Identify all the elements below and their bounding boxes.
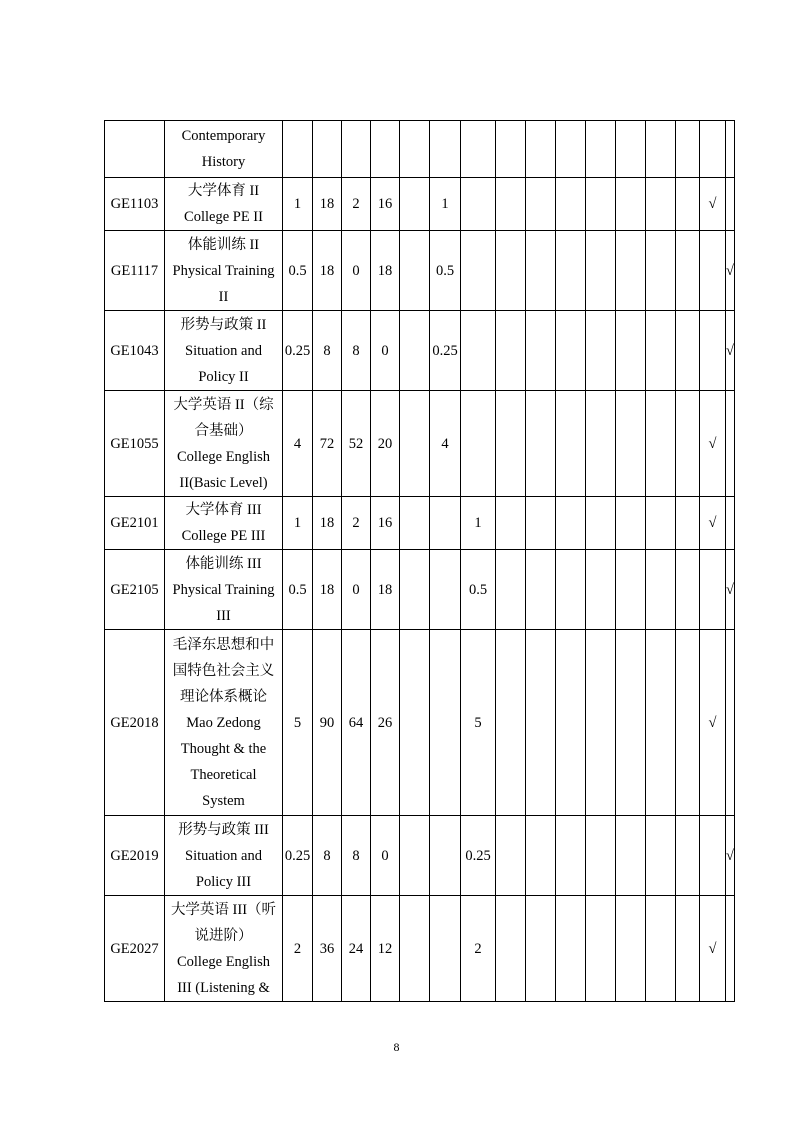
table-cell [461, 178, 496, 231]
table-cell: 8 [342, 311, 371, 391]
table-cell: 2 [342, 497, 371, 550]
table-cell: √ [726, 550, 735, 630]
table-cell: 26 [371, 630, 400, 816]
table-cell [726, 178, 735, 231]
table-cell [461, 391, 496, 497]
table-cell: 18 [313, 178, 342, 231]
course-name-cell [165, 311, 283, 391]
table-cell: 8 [342, 816, 371, 896]
table-cell [461, 121, 496, 178]
table-cell: 18 [371, 231, 400, 311]
course-name-line: 大学体育 III [185, 502, 262, 518]
table-cell [556, 391, 586, 497]
table-cell [526, 121, 556, 178]
table-cell [646, 121, 676, 178]
course-name-line: Policy III [195, 873, 252, 890]
table-cell: 1 [283, 178, 313, 231]
table-cell [616, 391, 646, 497]
table-row [105, 550, 735, 630]
table-cell [700, 311, 726, 391]
course-name-cell [165, 816, 283, 896]
course-code-cell: GE1117 [105, 231, 165, 311]
table-cell [526, 311, 556, 391]
table-cell: √ [726, 311, 735, 391]
table-cell: 2 [283, 896, 313, 1002]
table-cell [586, 178, 616, 231]
table-cell [586, 311, 616, 391]
table-cell [616, 121, 646, 178]
course-name-line: Situation and [185, 342, 262, 359]
table-cell [342, 121, 371, 178]
table-cell [496, 896, 526, 1002]
table-cell: 18 [313, 550, 342, 630]
table-cell: 72 [313, 391, 342, 497]
table-cell [556, 550, 586, 630]
table-cell [400, 550, 430, 630]
course-name-cell [165, 896, 283, 1002]
table-cell: 8 [313, 311, 342, 391]
table-cell: 0.25 [283, 816, 313, 896]
table-cell [400, 121, 430, 178]
table-cell [430, 630, 461, 816]
course-name-line: 形势与政策 III [178, 821, 269, 838]
course-code-cell: GE2027 [105, 896, 165, 1002]
table-body [105, 121, 735, 1002]
table-cell [526, 231, 556, 311]
course-table [104, 120, 735, 1002]
table-cell [526, 630, 556, 816]
table-cell [726, 896, 735, 1002]
course-name-line: 大学体育 II [187, 183, 260, 199]
table-cell: 24 [342, 896, 371, 1002]
table-cell [726, 121, 735, 178]
table-cell [400, 497, 430, 550]
course-name-line: History [201, 154, 246, 170]
table-cell [586, 231, 616, 311]
table-cell [646, 311, 676, 391]
table-cell [646, 497, 676, 550]
course-code-cell [105, 121, 165, 178]
course-name-cell [165, 121, 283, 178]
table-cell [526, 178, 556, 231]
table-cell: 0.25 [461, 816, 496, 896]
table-cell [496, 630, 526, 816]
table-cell [586, 896, 616, 1002]
table-cell [400, 311, 430, 391]
table-cell [371, 121, 400, 178]
table-cell [646, 816, 676, 896]
course-name-line: II [218, 288, 229, 305]
table-cell: 18 [371, 550, 400, 630]
table-cell [430, 816, 461, 896]
table-cell [676, 497, 700, 550]
table-cell: 0 [371, 311, 400, 391]
table-cell [400, 231, 430, 311]
course-name-line: Policy II [198, 368, 249, 385]
table-cell: 4 [283, 391, 313, 497]
course-name-line: College PE III [181, 528, 266, 544]
table-row [105, 178, 735, 231]
course-code-cell: GE2101 [105, 497, 165, 550]
table-cell [400, 391, 430, 497]
table-cell [430, 896, 461, 1002]
table-cell: 52 [342, 391, 371, 497]
course-name-line: Mao Zedong [186, 714, 261, 731]
table-cell [586, 816, 616, 896]
course-name-line: 说进阶） [194, 927, 253, 944]
table-cell [646, 391, 676, 497]
table-cell: 64 [342, 630, 371, 816]
table-row [105, 121, 735, 178]
table-cell: 0.5 [430, 231, 461, 311]
table-cell [400, 816, 430, 896]
table-cell [526, 550, 556, 630]
table-cell: 1 [430, 178, 461, 231]
table-row [105, 630, 735, 816]
table-cell [586, 391, 616, 497]
table-cell [726, 497, 735, 550]
table-cell [526, 391, 556, 497]
table-cell [496, 816, 526, 896]
table-cell [461, 311, 496, 391]
table-cell [496, 178, 526, 231]
course-code-cell: GE1043 [105, 311, 165, 391]
table-cell [586, 630, 616, 816]
table-cell [726, 391, 735, 497]
course-name-line: College English [176, 953, 271, 970]
table-cell [646, 896, 676, 1002]
table-cell [676, 311, 700, 391]
table-cell: 0.5 [283, 231, 313, 311]
course-name-line: 大学英语 II（综 [173, 396, 274, 413]
course-name-line: 国特色社会主义 [172, 662, 275, 679]
table-row [105, 311, 735, 391]
course-code-cell: GE2105 [105, 550, 165, 630]
table-cell [496, 121, 526, 178]
table-cell: 18 [313, 231, 342, 311]
course-name-line: III (Listening & [177, 979, 270, 996]
table-cell: 0.5 [461, 550, 496, 630]
table-cell [556, 178, 586, 231]
table-cell [616, 896, 646, 1002]
table-cell: 5 [283, 630, 313, 816]
table-cell [676, 121, 700, 178]
course-name-line: II(Basic Level) [179, 474, 268, 491]
course-code-cell: GE1103 [105, 178, 165, 231]
course-name-cell [165, 497, 283, 550]
table-cell: 12 [371, 896, 400, 1002]
table-cell: 1 [461, 497, 496, 550]
table-cell [700, 550, 726, 630]
table-cell: √ [700, 896, 726, 1002]
table-cell [676, 896, 700, 1002]
table-cell [526, 816, 556, 896]
table-cell: 18 [313, 497, 342, 550]
table-cell: 0 [342, 550, 371, 630]
table-cell [430, 497, 461, 550]
table-cell [526, 896, 556, 1002]
course-name-line: College PE II [184, 209, 263, 225]
course-name-line: System [202, 792, 245, 809]
course-name-line: 体能训练 III [185, 555, 262, 572]
course-name-line: Contemporary [181, 128, 266, 144]
course-code-cell: GE2018 [105, 630, 165, 816]
table-cell: 2 [342, 178, 371, 231]
course-name-line: 毛泽东思想和中 [172, 636, 275, 653]
table-cell: √ [700, 178, 726, 231]
course-name-line: III [216, 607, 231, 624]
table-cell [400, 896, 430, 1002]
table-cell [556, 896, 586, 1002]
table-cell: 2 [461, 896, 496, 1002]
table-cell [496, 497, 526, 550]
table-cell [676, 178, 700, 231]
table-cell [496, 550, 526, 630]
table-cell [496, 311, 526, 391]
table-cell: 0.25 [283, 311, 313, 391]
table-cell [556, 816, 586, 896]
course-name-cell [165, 550, 283, 630]
table-cell [496, 391, 526, 497]
course-name-line: College English [176, 448, 271, 465]
table-cell [283, 121, 313, 178]
table-cell: 16 [371, 178, 400, 231]
table-cell: 16 [371, 497, 400, 550]
table-cell [700, 231, 726, 311]
table-cell [700, 121, 726, 178]
table-cell [646, 231, 676, 311]
table-cell [676, 391, 700, 497]
table-cell [556, 630, 586, 816]
table-cell: √ [726, 816, 735, 896]
table-cell: √ [700, 630, 726, 816]
table-cell [676, 816, 700, 896]
table-cell [313, 121, 342, 178]
course-name-line: 体能训练 II [187, 236, 260, 253]
table-cell [616, 497, 646, 550]
table-cell [646, 178, 676, 231]
table-cell: 0.5 [283, 550, 313, 630]
table-cell: 36 [313, 896, 342, 1002]
table-cell [430, 121, 461, 178]
table-cell [646, 630, 676, 816]
course-name-line: 合基础） [194, 422, 253, 439]
table-row [105, 391, 735, 497]
course-name-line: 理论体系概论 [180, 688, 267, 705]
table-cell [400, 630, 430, 816]
course-name-line: Physical Training [172, 581, 275, 598]
course-name-line: 大学英语 III（听 [170, 901, 277, 918]
course-name-cell [165, 231, 283, 311]
table-cell [700, 816, 726, 896]
table-cell [676, 630, 700, 816]
table-cell [646, 550, 676, 630]
table-cell: 1 [283, 497, 313, 550]
table-cell: 5 [461, 630, 496, 816]
table-cell [430, 550, 461, 630]
course-code-cell: GE1055 [105, 391, 165, 497]
table-cell [556, 121, 586, 178]
table-cell [616, 231, 646, 311]
table-cell [616, 816, 646, 896]
table-cell [556, 231, 586, 311]
table-cell: √ [700, 497, 726, 550]
table-cell [526, 497, 556, 550]
course-name-line: Situation and [185, 847, 262, 864]
course-name-line: 形势与政策 II [180, 316, 267, 333]
table-cell [586, 497, 616, 550]
table-cell [400, 178, 430, 231]
table-cell [726, 630, 735, 816]
table-cell: √ [726, 231, 735, 311]
course-name-cell [165, 178, 283, 231]
table-cell [496, 231, 526, 311]
table-cell [616, 311, 646, 391]
table-cell: √ [700, 391, 726, 497]
table-cell: 4 [430, 391, 461, 497]
table-cell [616, 550, 646, 630]
table-cell: 0.25 [430, 311, 461, 391]
table-cell [586, 550, 616, 630]
table-row [105, 896, 735, 1002]
table-row [105, 231, 735, 311]
table-row [105, 497, 735, 550]
table-row [105, 816, 735, 896]
table-cell [556, 497, 586, 550]
page-number: 8 [393, 1040, 400, 1054]
course-name-cell [165, 391, 283, 497]
course-code-cell: GE2019 [105, 816, 165, 896]
table-cell: 0 [371, 816, 400, 896]
table-cell [676, 231, 700, 311]
table-cell [556, 311, 586, 391]
table-cell: 20 [371, 391, 400, 497]
table-cell [586, 121, 616, 178]
table-cell: 8 [313, 816, 342, 896]
table-cell [616, 630, 646, 816]
course-name-line: Physical Training [172, 262, 275, 279]
table-cell [461, 231, 496, 311]
table-cell: 90 [313, 630, 342, 816]
course-name-line: Theoretical [190, 766, 257, 783]
table-cell [676, 550, 700, 630]
course-name-line: Thought & the [180, 740, 267, 757]
table-cell [616, 178, 646, 231]
course-name-cell [165, 630, 283, 816]
table-cell: 0 [342, 231, 371, 311]
